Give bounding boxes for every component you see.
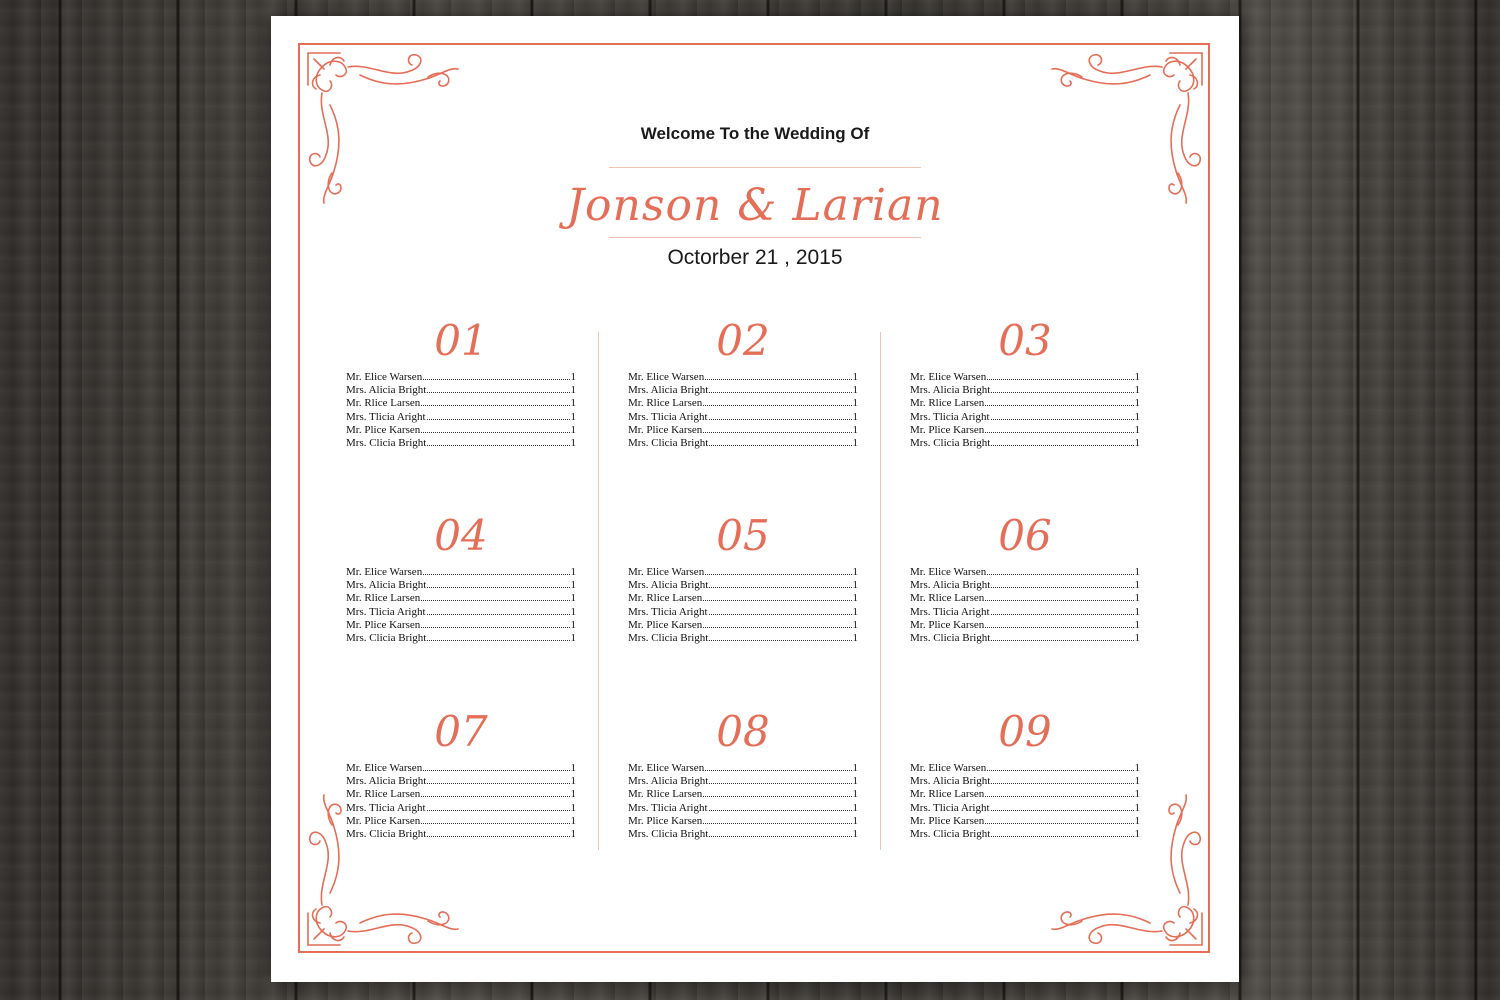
guest-seat: 1: [570, 371, 576, 383]
guest-name: Mr. Plice Karsen: [910, 618, 985, 631]
guest-row: [910, 618, 1140, 631]
guest-seat: 1: [1134, 436, 1140, 449]
guest-seat: 1: [570, 384, 576, 397]
dot-leader: [991, 631, 1133, 641]
dot-leader: [705, 565, 851, 575]
guest-row: [628, 423, 858, 436]
guest-name: Mr. Elice Warsen: [628, 762, 705, 774]
guest-row: [628, 410, 858, 423]
guest-seat: 1: [570, 605, 576, 618]
guest-list: [628, 370, 858, 449]
wedding-date: Octorber 21 , 2015: [667, 246, 843, 269]
guest-seat: 1: [1134, 410, 1140, 423]
dot-leader: [427, 436, 569, 446]
dot-leader: [709, 578, 851, 588]
table-number: 09: [998, 707, 1052, 756]
guest-row: [346, 410, 576, 423]
guest-seat: 1: [1134, 384, 1140, 397]
guest-name: Mr. Elice Warsen: [910, 371, 987, 383]
guest-seat: 1: [1134, 775, 1140, 788]
guest-name: Mr. Rlice Larsen: [910, 788, 985, 801]
guest-name: Mr. Rlice Larsen: [346, 592, 421, 605]
dot-leader: [709, 827, 851, 837]
guest-row: [346, 396, 576, 409]
guest-row: [628, 827, 858, 840]
guest-name: Mrs. Alicia Bright: [346, 579, 427, 592]
guest-seat: 1: [1134, 762, 1140, 774]
table-number: 06: [998, 511, 1052, 560]
guest-row: [628, 370, 858, 383]
dot-leader: [709, 774, 851, 784]
guest-name: Mrs. Tlicia Aright: [910, 605, 990, 618]
dot-leader: [423, 370, 569, 380]
guest-list: [628, 761, 858, 840]
dot-leader: [709, 383, 851, 393]
guest-name: Mrs. Tlicia Aright: [628, 605, 708, 618]
dot-leader: [991, 578, 1133, 588]
guest-seat: 1: [852, 814, 858, 827]
guest-name: Mr. Elice Warsen: [910, 566, 987, 578]
guest-list: [346, 565, 576, 644]
guest-row: [910, 761, 1140, 774]
guest-seat: 1: [570, 436, 576, 449]
guest-seat: 1: [1134, 397, 1140, 410]
guest-seat: 1: [570, 762, 576, 774]
couple-names: Jonson & Larian: [566, 180, 944, 231]
guest-name: Mr. Plice Karsen: [628, 814, 703, 827]
table-number: 05: [716, 511, 770, 560]
table-number: 03: [998, 316, 1052, 365]
dot-leader: [427, 605, 570, 615]
guest-row: [910, 787, 1140, 800]
guest-seat: 1: [570, 631, 576, 644]
column-divider: [598, 332, 599, 850]
guest-name: Mrs. Alicia Bright: [346, 775, 427, 788]
guest-list: [628, 565, 858, 644]
guest-name: Mrs. Clicia Bright: [346, 827, 427, 840]
guest-name: Mrs. Alicia Bright: [910, 775, 991, 788]
guest-row: [910, 578, 1140, 591]
dot-leader: [421, 618, 569, 628]
guest-name: Mr. Rlice Larsen: [346, 397, 421, 410]
dot-leader: [987, 761, 1133, 771]
guest-name: Mr. Elice Warsen: [910, 762, 987, 774]
guest-seat: 1: [1134, 788, 1140, 801]
guest-name: Mr. Rlice Larsen: [628, 788, 703, 801]
dot-leader: [985, 423, 1133, 433]
guest-row: [346, 591, 576, 604]
guest-row: [910, 370, 1140, 383]
guest-row: [346, 618, 576, 631]
guest-name: Mrs. Alicia Bright: [910, 384, 991, 397]
guest-name: Mrs. Clicia Bright: [910, 827, 991, 840]
guest-row: [910, 801, 1140, 814]
guest-name: Mr. Elice Warsen: [628, 371, 705, 383]
guest-seat: 1: [570, 566, 576, 578]
guest-seat: 1: [570, 618, 576, 631]
dot-leader: [427, 827, 569, 837]
guest-seat: 1: [852, 618, 858, 631]
guest-row: [628, 618, 858, 631]
dot-leader: [427, 383, 569, 393]
welcome-heading: Welcome To the Wedding Of: [640, 124, 870, 143]
guest-name: Mrs. Tlicia Aright: [628, 801, 708, 814]
guest-row: [346, 631, 576, 644]
dot-leader: [427, 578, 569, 588]
dot-leader: [991, 827, 1133, 837]
guest-seat: 1: [570, 579, 576, 592]
guest-seat: 1: [852, 384, 858, 397]
guest-row: [628, 631, 858, 644]
guest-name: Mr. Rlice Larsen: [910, 592, 985, 605]
guest-seat: 1: [570, 592, 576, 605]
dot-leader: [421, 423, 569, 433]
guest-seat: 1: [852, 410, 858, 423]
guest-row: [628, 801, 858, 814]
guest-seat: 1: [1134, 371, 1140, 383]
guest-seat: 1: [852, 631, 858, 644]
guest-seat: 1: [852, 397, 858, 410]
guest-name: Mrs. Clicia Bright: [910, 436, 991, 449]
guest-list: [346, 370, 576, 449]
guest-name: Mrs. Tlicia Aright: [346, 605, 426, 618]
guest-row: [628, 383, 858, 396]
guest-seat: 1: [570, 814, 576, 827]
guest-name: Mr. Elice Warsen: [628, 566, 705, 578]
guest-seat: 1: [570, 775, 576, 788]
guest-seat: 1: [852, 592, 858, 605]
guest-row: [910, 383, 1140, 396]
guest-name: Mrs. Clicia Bright: [628, 631, 709, 644]
guest-row: [910, 410, 1140, 423]
guest-row: [346, 801, 576, 814]
guest-name: Mrs. Tlicia Aright: [628, 410, 708, 423]
guest-row: [346, 761, 576, 774]
guest-name: Mr. Elice Warsen: [346, 566, 423, 578]
guest-seat: 1: [852, 436, 858, 449]
guest-row: [628, 565, 858, 578]
column-divider: [880, 332, 881, 850]
guest-seat: 1: [570, 410, 576, 423]
dot-leader: [703, 423, 851, 433]
guest-seat: 1: [1134, 631, 1140, 644]
guest-row: [628, 787, 858, 800]
dot-leader: [991, 605, 1134, 615]
guest-seat: 1: [1134, 579, 1140, 592]
dot-leader: [421, 396, 569, 406]
guest-row: [346, 814, 576, 827]
guest-seat: 1: [1134, 618, 1140, 631]
guest-seat: 1: [1134, 801, 1140, 814]
guest-name: Mr. Rlice Larsen: [628, 592, 703, 605]
guest-seat: 1: [852, 579, 858, 592]
guest-name: Mrs. Clicia Bright: [628, 827, 709, 840]
guest-name: Mrs. Clicia Bright: [346, 631, 427, 644]
guest-name: Mr. Elice Warsen: [346, 371, 423, 383]
guest-seat: 1: [852, 605, 858, 618]
dot-leader: [703, 787, 851, 797]
guest-list: [910, 761, 1140, 840]
guest-seat: 1: [570, 827, 576, 840]
guest-row: [628, 774, 858, 787]
guest-name: Mrs. Tlicia Aright: [346, 410, 426, 423]
guest-name: Mr. Plice Karsen: [910, 423, 985, 436]
guest-name: Mrs. Clicia Bright: [346, 436, 427, 449]
guest-row: [910, 436, 1140, 449]
guest-name: Mr. Plice Karsen: [910, 814, 985, 827]
guest-seat: 1: [570, 788, 576, 801]
guest-name: Mrs. Tlicia Aright: [910, 801, 990, 814]
dot-leader: [705, 370, 851, 380]
dot-leader: [991, 801, 1134, 811]
dot-leader: [987, 370, 1133, 380]
guest-row: [346, 827, 576, 840]
guest-name: Mr. Plice Karsen: [628, 423, 703, 436]
guest-list: [910, 370, 1140, 449]
dot-leader: [421, 814, 569, 824]
dot-leader: [709, 605, 852, 615]
guest-row: [910, 396, 1140, 409]
guest-row: [910, 774, 1140, 787]
header-divider: [609, 167, 921, 168]
guest-row: [910, 423, 1140, 436]
header-divider: [609, 237, 921, 238]
guest-name: Mrs. Alicia Bright: [910, 579, 991, 592]
guest-seat: 1: [1134, 566, 1140, 578]
table-number: 08: [716, 707, 770, 756]
dot-leader: [991, 774, 1133, 784]
guest-row: [628, 436, 858, 449]
dot-leader: [709, 801, 852, 811]
dot-leader: [423, 565, 569, 575]
guest-name: Mr. Plice Karsen: [346, 618, 421, 631]
guest-seat: 1: [852, 762, 858, 774]
guest-row: [910, 827, 1140, 840]
guest-seat: 1: [1134, 827, 1140, 840]
guest-row: [346, 787, 576, 800]
guest-name: Mr. Plice Karsen: [346, 814, 421, 827]
guest-name: Mrs. Tlicia Aright: [910, 410, 990, 423]
guest-row: [346, 383, 576, 396]
guest-seat: 1: [1134, 592, 1140, 605]
dot-leader: [709, 436, 851, 446]
table-number: 02: [716, 316, 770, 365]
guest-row: [346, 774, 576, 787]
table-number: 01: [434, 316, 488, 365]
guest-row: [910, 814, 1140, 827]
guest-seat: 1: [852, 827, 858, 840]
dot-leader: [427, 410, 570, 420]
guest-name: Mr. Elice Warsen: [346, 762, 423, 774]
guest-row: [628, 761, 858, 774]
guest-row: [628, 814, 858, 827]
dot-leader: [421, 591, 569, 601]
dot-leader: [703, 591, 851, 601]
guest-seat: 1: [1134, 814, 1140, 827]
dot-leader: [985, 396, 1133, 406]
dot-leader: [991, 410, 1134, 420]
guest-seat: 1: [852, 566, 858, 578]
guest-seat: 1: [1134, 605, 1140, 618]
seating-chart-sheet: [271, 16, 1239, 982]
dot-leader: [709, 410, 852, 420]
dot-leader: [991, 383, 1133, 393]
guest-seat: 1: [852, 423, 858, 436]
guest-list: [346, 761, 576, 840]
guest-name: Mr. Rlice Larsen: [628, 397, 703, 410]
guest-seat: 1: [852, 801, 858, 814]
guest-row: [910, 565, 1140, 578]
guest-seat: 1: [570, 397, 576, 410]
guest-list: [910, 565, 1140, 644]
guest-seat: 1: [570, 423, 576, 436]
guest-row: [628, 396, 858, 409]
guest-name: Mrs. Tlicia Aright: [346, 801, 426, 814]
guest-row: [628, 578, 858, 591]
dot-leader: [985, 814, 1133, 824]
dot-leader: [427, 631, 569, 641]
dot-leader: [421, 787, 569, 797]
table-number: 04: [434, 511, 488, 560]
guest-name: Mr. Plice Karsen: [346, 423, 421, 436]
table-number: 07: [434, 707, 488, 756]
dot-leader: [703, 814, 851, 824]
dot-leader: [427, 801, 570, 811]
dot-leader: [987, 565, 1133, 575]
guest-name: Mr. Rlice Larsen: [346, 788, 421, 801]
guest-seat: 1: [852, 371, 858, 383]
guest-name: Mr. Plice Karsen: [628, 618, 703, 631]
guest-row: [346, 423, 576, 436]
dot-leader: [703, 618, 851, 628]
guest-row: [910, 591, 1140, 604]
dot-leader: [991, 436, 1133, 446]
dot-leader: [423, 761, 569, 771]
dot-leader: [703, 396, 851, 406]
guest-row: [346, 578, 576, 591]
guest-row: [628, 591, 858, 604]
guest-name: Mr. Rlice Larsen: [910, 397, 985, 410]
guest-seat: 1: [570, 801, 576, 814]
guest-seat: 1: [852, 775, 858, 788]
guest-name: Mrs. Alicia Bright: [628, 579, 709, 592]
guest-row: [346, 436, 576, 449]
guest-row: [628, 605, 858, 618]
guest-name: Mrs. Alicia Bright: [346, 384, 427, 397]
guest-name: Mrs. Clicia Bright: [628, 436, 709, 449]
guest-row: [910, 631, 1140, 644]
guest-seat: 1: [852, 788, 858, 801]
guest-row: [346, 370, 576, 383]
guest-name: Mrs. Alicia Bright: [628, 775, 709, 788]
dot-leader: [985, 618, 1133, 628]
guest-row: [346, 565, 576, 578]
dot-leader: [705, 761, 851, 771]
dot-leader: [985, 787, 1133, 797]
dot-leader: [709, 631, 851, 641]
dot-leader: [427, 774, 569, 784]
dot-leader: [985, 591, 1133, 601]
guest-name: Mrs. Clicia Bright: [910, 631, 991, 644]
guest-name: Mrs. Alicia Bright: [628, 384, 709, 397]
guest-row: [910, 605, 1140, 618]
guest-row: [346, 605, 576, 618]
guest-seat: 1: [1134, 423, 1140, 436]
